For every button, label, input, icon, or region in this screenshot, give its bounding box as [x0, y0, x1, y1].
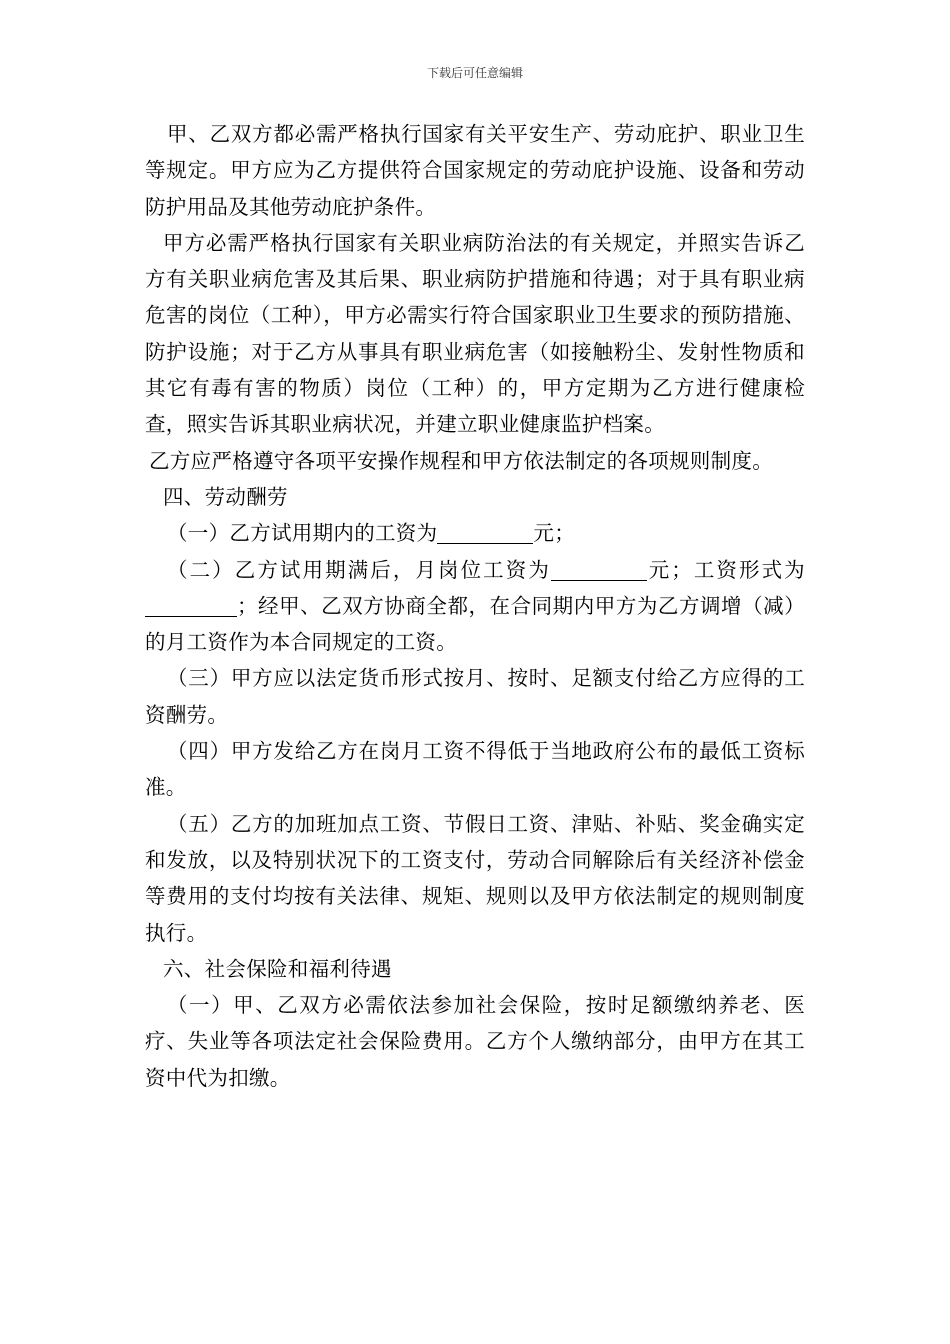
post-wage-blank: [551, 558, 647, 581]
wage-adjust-text: ；经甲、乙双方协商全都，在合同期内甲方为乙方调增（减）的月工资作为本合同规定的工资。: [145, 593, 805, 655]
paragraph-social-insurance: （一）甲、乙双方必需依法参加社会保险，按时足额缴纳养老、医疗、失业等各项法定社会保险费用。乙方个人缴纳部分，由甲方在其工资中代为扣缴。: [145, 993, 805, 1090]
paragraph-post-wage: [145, 552, 805, 661]
wage-form-text: 元；工资形式为: [646, 557, 805, 582]
paragraph-probation-wage: [145, 515, 805, 551]
wage-form-blank: [145, 594, 237, 617]
section-heading-remuneration: 四、劳动酬劳: [163, 484, 288, 509]
probation-wage-blank: [437, 521, 533, 544]
probation-wage-text: （一）乙方试用期内的工资为: [167, 521, 438, 546]
probation-wage-unit: 元；: [533, 521, 576, 546]
paragraph-overtime-pay: （五）乙方的加班加点工资、节假日工资、津贴、补贴、奖金确实定和发放，以及特别状况下的工资支付，劳动合同解除后有关经济补偿金等费用的支付均按有关法律、规矩、规则以及甲方依法制定的规则制度执行。: [145, 811, 805, 945]
paragraph-minimum-wage: （四）甲方发给乙方在岗月工资不得低于当地政府公布的最低工资标准。: [145, 739, 805, 800]
paragraph-safety-rules: 乙方应严格遵守各项平安操作规程和甲方依法制定的各项规则制度。: [149, 448, 773, 473]
section-heading-social-insurance: 六、社会保险和福利待遇: [163, 956, 392, 981]
post-wage-text: （二）乙方试用期满后，月岗位工资为: [167, 557, 551, 582]
paragraph-occupational-disease: 甲方必需严格执行国家有关职业病防治法的有关规定，并照实告诉乙方有关职业病危害及其后果、职业病防护措施和待遇；对于具有职业病危害的岗位（工种），甲方必需实行符合国家职业卫生要求的预防措施、防护设施；对于乙方从事具有职业病危害（如接触粉尘、发射性物质和其它有毒有害的物质）岗位（工种）的，甲方定期为乙方进行健康检查，照实告诉其职业病状况，并建立职业健康监护档案。: [145, 230, 805, 437]
page-header: 下载后可任意编辑: [426, 66, 523, 80]
paragraph-safety-duties: 甲、乙双方都必需严格执行国家有关平安生产、劳动庇护、职业卫生等规定。甲方应为乙方提供符合国家规定的劳动庇护设施、设备和劳动防护用品及其他劳动庇护条件。: [145, 122, 805, 219]
document-body: [145, 116, 805, 1096]
paragraph-wage-payment: （三）甲方应以法定货币形式按月、按时、足额支付给乙方应得的工资酬劳。: [145, 666, 805, 727]
